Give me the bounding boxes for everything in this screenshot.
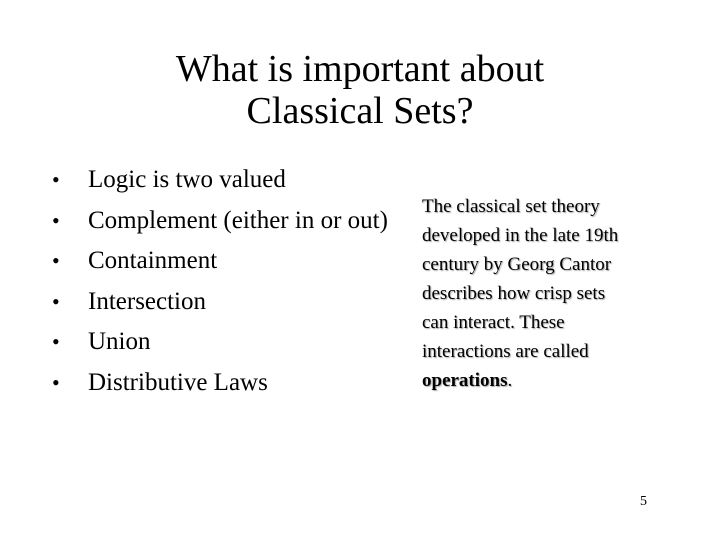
note-line: century by Georg Cantor <box>422 254 612 275</box>
note-line: The classical set theory <box>422 196 600 217</box>
bullet-item <box>52 322 388 363</box>
bullet-item <box>52 241 388 282</box>
page-number: 5 <box>640 494 647 509</box>
bullet-text: Complement (either in or out) <box>88 206 388 234</box>
bullet-item <box>52 282 388 323</box>
slide-title <box>60 48 660 132</box>
bullet-item <box>52 363 388 404</box>
bullet-text: Intersection <box>88 287 207 315</box>
note-line: describes how crisp sets <box>422 283 606 304</box>
bullet-icon: • <box>52 207 60 233</box>
bullet-icon: • <box>52 248 60 273</box>
bullet-text: Distributive Laws <box>88 368 268 396</box>
title-line-2: Classical Sets? <box>246 90 474 132</box>
note-period: . <box>507 370 513 391</box>
note-line: can interact. These <box>422 312 565 333</box>
bullet-icon: • <box>52 329 60 354</box>
note-bold-term: operations <box>422 370 508 391</box>
bullet-list <box>52 160 388 403</box>
note-line: developed in the late 19th <box>422 225 619 246</box>
bullet-icon: • <box>52 288 60 314</box>
bullet-icon: • <box>52 369 60 395</box>
bullet-icon: • <box>52 167 60 192</box>
note-text-box <box>422 192 672 395</box>
title-line-1: What is important about <box>175 48 545 90</box>
bullet-item <box>52 160 388 201</box>
note-line: interactions are called <box>422 341 589 362</box>
bullet-text: Union <box>88 328 151 355</box>
note-line-last <box>422 366 672 395</box>
bullet-text: Containment <box>88 247 218 274</box>
bullet-item <box>52 201 388 242</box>
bullet-text: Logic is two valued <box>88 166 286 193</box>
